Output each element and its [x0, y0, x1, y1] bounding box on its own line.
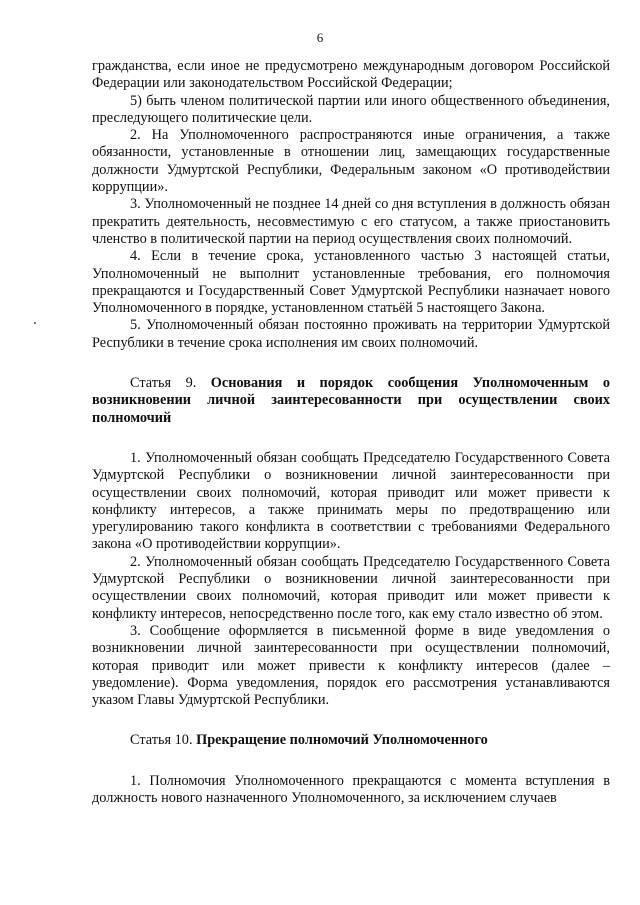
article-9-heading — [92, 375, 610, 427]
document-body — [92, 58, 610, 807]
paragraph-9-3: 3. Сообщение оформляется в письменной форме в виде уведомления о возникновении личной заинтересованности при осуществлении полномочий, которая приводит или может привести к конфликту интересов (далее – уведомление). Форма уведомления, порядок его рассмотрения устанавливаются указом Главы Удмуртской Республики. — [92, 622, 610, 709]
paragraph-continuation: гражданства, если иное не предусмотрено международным договором Российской Федерации или законодательством Российской Федерации; — [92, 58, 610, 92]
section-gap — [92, 709, 610, 732]
paragraph-8-4: 4. Если в течение срока, установленного частью 3 настоящей статьи, Уполномоченный не выполнит установленные требования, его полномочия прекращаются и Государственный Совет Удмуртской Республики назначает нового Уполномоченного в порядке, установленном статьёй 5 настоящего Закона. — [92, 248, 610, 317]
section-gap — [92, 750, 610, 773]
section-gap — [92, 352, 610, 375]
margin-mark — [34, 322, 36, 324]
article-9-prefix: Статья 9. — [130, 375, 211, 392]
page-number: 6 — [316, 30, 324, 45]
article-10-prefix: Статья 10. — [130, 732, 197, 749]
paragraph-8-3: 3. Уполномоченный не позднее 14 дней со дня вступления в должность обязан прекратить деятельность, несовместимую с его статусом, а также приостановить членство в политической партии на период осуществления своих полномочий. — [92, 196, 610, 247]
paragraph-8-5: 5. Уполномоченный обязан постоянно проживать на территории Удмуртской Республики в течение срока исполнения им своих полномочий. — [92, 317, 610, 351]
section-gap — [92, 427, 610, 450]
paragraph-9-1: 1. Уполномоченный обязан сообщать Председателю Государственного Совета Удмуртской Республики о возникновении личной заинтересованности при осуществлении своих полномочий, которая приводит или может привести к конфликту интересов, а также принимать меры по предотвращению или урегулированию такого конфликта в соответствии с требованиями Федерального закона «О противодействии коррупции». — [92, 449, 610, 553]
paragraph-item-5: 5) быть членом политической партии или иного общественного объединения, преследующего политические цели. — [92, 92, 610, 126]
article-10-title: Прекращение полномочий Уполномоченного — [196, 732, 488, 749]
paragraph-9-2: 2. Уполномоченный обязан сообщать Председателю Государственного Совета Удмуртской Республики о возникновении личной заинтересованности при осуществлении своих полномочий, которая приводит или может привести к конфликту интересов, непосредственно после того, как ему стало известно об этом. — [92, 553, 610, 622]
article-9-title: Основания и порядок сообщения Уполномоченным о возникновении личной заинтересованности при осуществлении своих полномочий — [92, 375, 611, 426]
paragraph-8-2: 2. На Уполномоченного распространяются иные ограничения, а также обязанности, установленные в отношении лиц, замещающих государственные должности Удмуртской Республики, Федеральным законом «О противодействии коррупции». — [92, 127, 610, 196]
paragraph-10-1: 1. Полномочия Уполномоченного прекращаются с момента вступления в должность нового назначенного Уполномоченного, за исключением случаев — [92, 772, 610, 806]
article-10-heading — [92, 732, 610, 749]
